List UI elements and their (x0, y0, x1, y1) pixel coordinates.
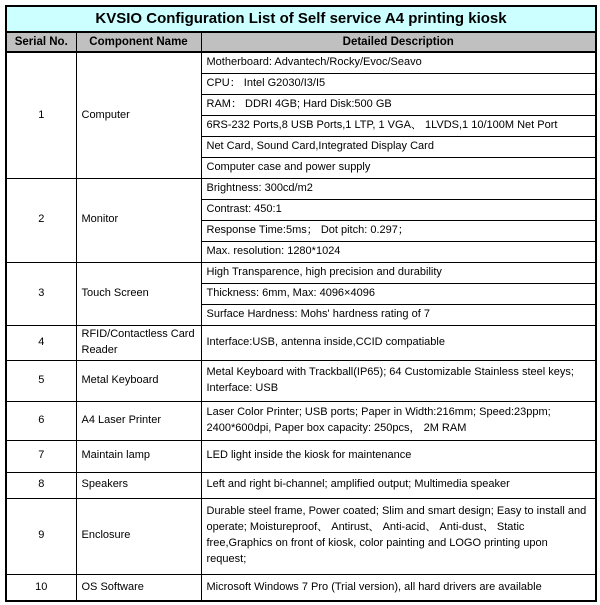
description-cell: RAM： DDRI 4GB; Hard Disk:500 GB (201, 94, 596, 115)
description-cell: Thickness: 6mm, Max: 4096×4096 (201, 283, 596, 304)
table-row (6, 401, 596, 440)
serial-cell: 2 (6, 178, 76, 262)
component-cell: Computer (76, 52, 201, 178)
description-cell: Motherboard: Advantech/Rocky/Evoc/Seavo (201, 52, 596, 73)
header-component-name: Component Name (76, 32, 201, 53)
component-cell: RFID/Contactless Card Reader (76, 325, 201, 360)
description-cell: High Transparence, high precision and durability (201, 262, 596, 283)
table-row (6, 325, 596, 360)
description-cell: Metal Keyboard with Trackball(IP65); 64 Customizable Stainless steel keys; Interface: USB (201, 360, 596, 401)
table-row (6, 178, 596, 199)
component-cell: OS Software (76, 574, 201, 601)
description-cell: Left and right bi-channel; amplified output; Multimedia speaker (201, 472, 596, 498)
description-cell: Computer case and power supply (201, 157, 596, 178)
description-cell: Surface Hardness: Mohs' hardness rating of 7 (201, 304, 596, 325)
table-row (6, 440, 596, 472)
config-table (5, 5, 597, 602)
serial-cell: 4 (6, 325, 76, 360)
description-cell: Interface:USB, antenna inside,CCID compatiable (201, 325, 596, 360)
description-cell: Brightness: 300cd/m2 (201, 178, 596, 199)
table-row (6, 574, 596, 601)
serial-cell: 10 (6, 574, 76, 601)
component-cell: Touch Screen (76, 262, 201, 325)
serial-cell: 5 (6, 360, 76, 401)
description-cell: Microsoft Windows 7 Pro (Trial version), all hard drivers are available (201, 574, 596, 601)
description-cell: Response Time:5ms； Dot pitch: 0.297； (201, 220, 596, 241)
serial-cell: 8 (6, 472, 76, 498)
table-row (6, 262, 596, 283)
component-cell: Monitor (76, 178, 201, 262)
component-cell: Metal Keyboard (76, 360, 201, 401)
serial-cell: 6 (6, 401, 76, 440)
component-cell: Speakers (76, 472, 201, 498)
header-detailed-description: Detailed Description (201, 32, 596, 53)
header-serial-no: Serial No. (6, 32, 76, 53)
table-row (6, 360, 596, 401)
serial-cell: 9 (6, 498, 76, 574)
description-cell: 6RS-232 Ports,8 USB Ports,1 LTP, 1 VGA、 1LVDS,1 10/100M Net Port (201, 115, 596, 136)
description-cell: Max. resolution: 1280*1024 (201, 241, 596, 262)
description-cell: Durable steel frame, Power coated; Slim and smart design; Easy to install and operate; Moistureproof、 Antirust、 Anti-acid、 Anti-dust、 Static free,Graphics on front of kiosk, color painting and LOGO printing upon request; (201, 498, 596, 574)
table-row (6, 52, 596, 73)
description-cell: Laser Color Printer; USB ports; Paper in Width:216mm; Speed:23ppm; 2400*600dpi, Paper box capacity: 250pcs， 2M RAM (201, 401, 596, 440)
description-cell: Contrast: 450:1 (201, 199, 596, 220)
serial-cell: 7 (6, 440, 76, 472)
page-title: KVSIO Configuration List of Self service A4 printing kiosk (6, 6, 596, 32)
component-cell: Maintain lamp (76, 440, 201, 472)
header-row (6, 32, 596, 53)
description-cell: LED light inside the kiosk for maintenance (201, 440, 596, 472)
component-cell: A4 Laser Printer (76, 401, 201, 440)
serial-cell: 1 (6, 52, 76, 178)
serial-cell: 3 (6, 262, 76, 325)
table-row (6, 472, 596, 498)
title-row (6, 6, 596, 32)
description-cell: Net Card, Sound Card,Integrated Display Card (201, 136, 596, 157)
component-cell: Enclosure (76, 498, 201, 574)
table-row (6, 498, 596, 574)
description-cell: CPU： Intel G2030/I3/I5 (201, 73, 596, 94)
